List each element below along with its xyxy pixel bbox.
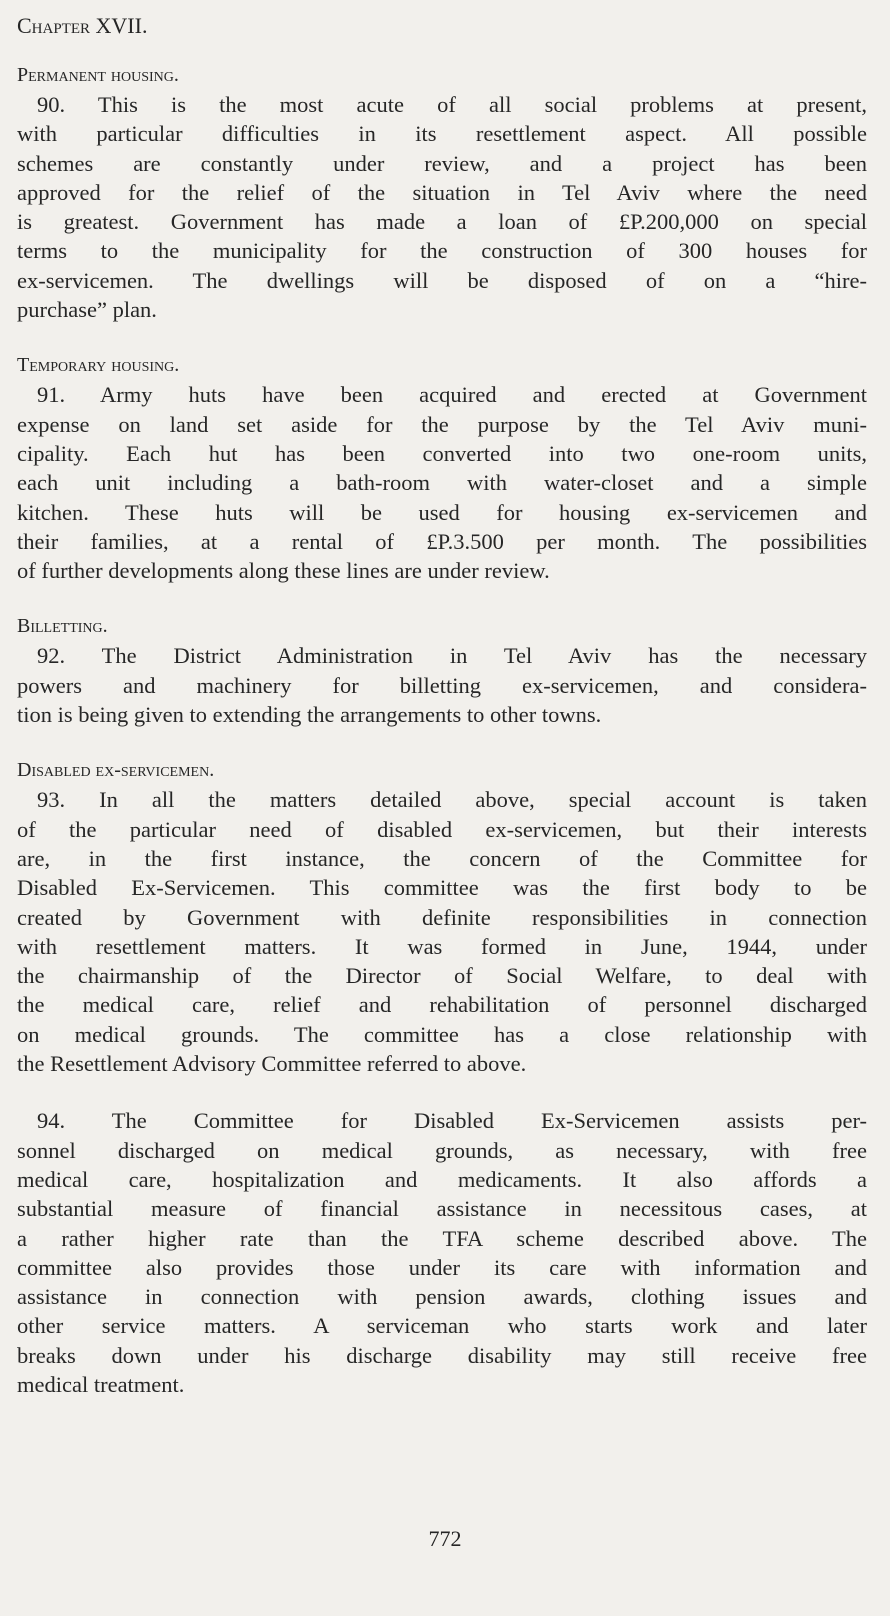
text-line: schemes are constantly under review, and a project has been [17,150,867,176]
text-line: Disabled Ex-Servicemen. This committee was the first body to be [17,875,867,901]
text-line: the medical care, relief and rehabilitation of personnel discharged [17,992,867,1018]
document-page [17,6,867,1399]
section [17,350,867,585]
text-line: their families, at a rental of £P.3.500 per month. The possibilities [17,528,867,554]
text-line: medical care, hospitalization and medicaments. It also affords a [17,1166,867,1192]
text-line: medical treatment. [17,1371,185,1397]
text-line: terms to the municipality for the construction of 300 houses for [17,238,867,264]
text-line: purchase” plan. [17,297,157,323]
paragraph [17,90,867,324]
text-line: on medical grounds. The committee has a close relationship with [17,1021,867,1047]
text-line: tion is being given to extending the arrangements to other towns. [17,702,602,728]
paragraph [17,380,867,585]
sections-container [17,60,867,1399]
text-line: of the particular need of disabled ex-servicemen, but their interests [17,816,867,842]
page-number: 772 [428,1526,462,1551]
section-heading: Permanent housing. [17,64,179,86]
text-line: 93. In all the matters detailed above, special account is taken [37,787,867,813]
text-line: the chairmanship of the Director of Social Welfare, to deal with [17,963,867,989]
text-line: the Resettlement Advisory Committee referred to above. [17,1051,527,1077]
text-line: assistance in connection with pension awards, clothing issues and [17,1284,867,1310]
text-line: are, in the first instance, the concern of the Committee for [17,845,867,871]
text-line: a rather higher rate than the TFA scheme described above. The [17,1225,867,1251]
text-line: substantial measure of financial assistance in necessitous cases, at [17,1196,867,1222]
text-line: other service matters. A serviceman who starts work and later [17,1313,867,1339]
text-line: approved for the relief of the situation in Tel Aviv where the need [17,179,867,205]
paragraph [17,785,867,1078]
text-line: 92. The District Administration in Tel Aviv has the necessary [37,643,867,669]
section-heading: Disabled ex-servicemen. [17,759,215,782]
text-line: powers and machinery for billetting ex-servicemen, and considera- [17,672,867,698]
text-line: expense on land set aside for the purpose by the Tel Aviv muni- [17,411,867,437]
chapter-title: Chapter XVII. [17,13,148,38]
text-line: committee also provides those under its care with information and [17,1254,867,1280]
text-line: sonnel discharged on medical grounds, as necessary, with free [17,1137,867,1163]
text-line: 94. The Committee for Disabled Ex-Servicemen assists per- [37,1108,867,1134]
section [17,755,867,1399]
paragraph [17,1106,867,1399]
text-line: 90. This is the most acute of all social problems at present, [37,92,867,117]
section [17,611,867,729]
text-line: of further developments along these lines are under review. [17,558,550,584]
section-heading: Billetting. [17,615,108,638]
text-line: kitchen. These huts will be used for housing ex-servicemen and [17,499,867,525]
section [17,60,867,324]
text-line: is greatest. Government has made a loan of £P.200,000 on special [17,209,867,235]
text-line: ex-servicemen. The dwellings will be disposed of on a “hire- [17,267,867,293]
text-line: 91. Army huts have been acquired and erected at Government [37,382,867,408]
text-line: each unit including a bath-room with water-closet and a simple [17,470,867,496]
text-line: cipality. Each hut has been converted into two one-room units, [17,440,867,466]
text-line: with particular difficulties in its resettlement aspect. All possible [17,121,867,147]
section-heading: Temporary housing. [17,354,180,377]
text-line: created by Government with definite responsibilities in connection [17,904,867,930]
paragraph [17,641,867,729]
text-line: breaks down under his discharge disability may still receive free [17,1342,867,1368]
text-line: with resettlement matters. It was formed in June, 1944, under [17,933,867,959]
